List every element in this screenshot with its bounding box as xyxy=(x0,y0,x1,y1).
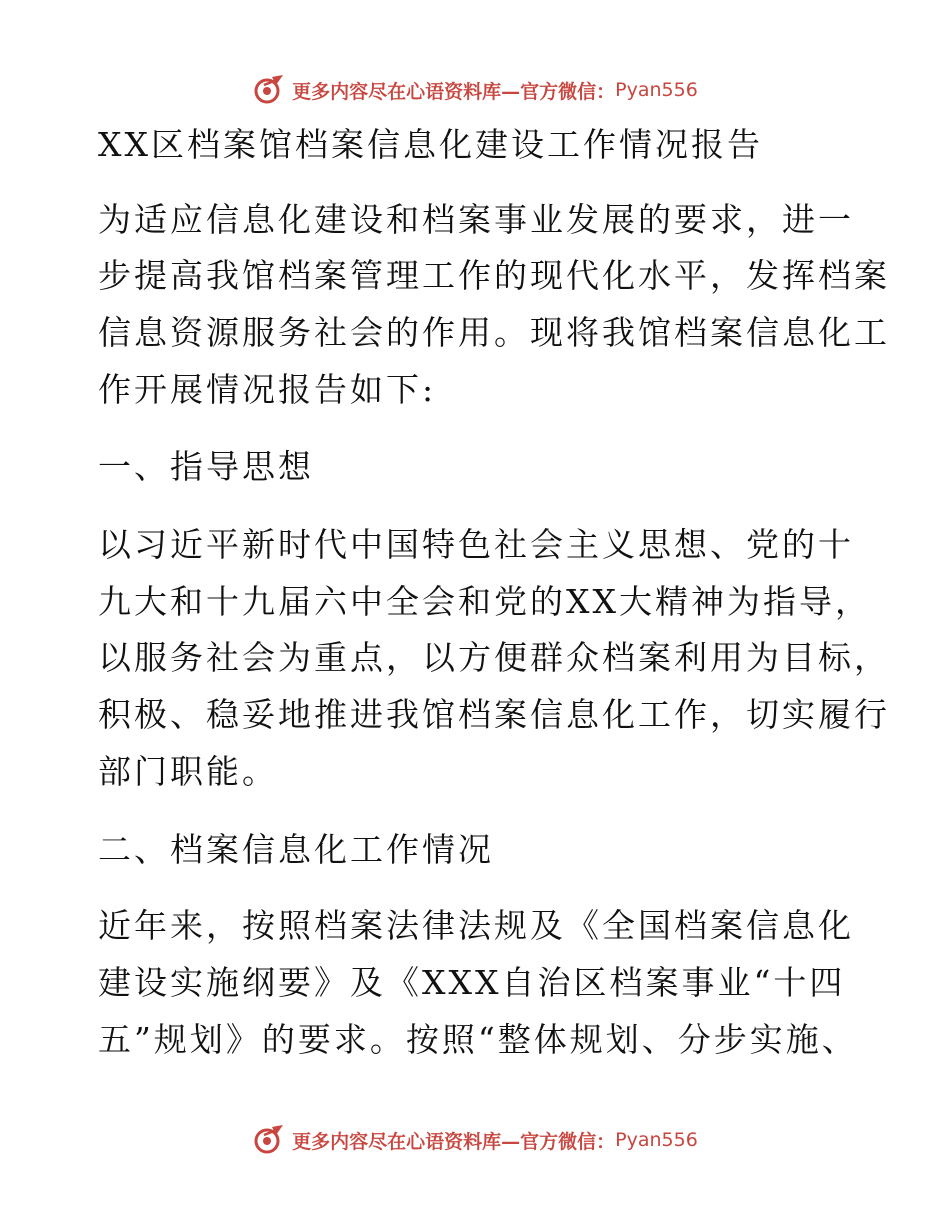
section-heading: 一、指导思想 xyxy=(98,447,314,486)
body-line: 部门职能。 xyxy=(98,752,278,791)
body-line: 以服务社会为重点，以方便群众档案利用为目标， xyxy=(98,638,890,677)
body-line: 信息资源服务社会的作用。现将我馆档案信息化工 xyxy=(98,313,890,352)
footer-watermark xyxy=(0,1120,950,1160)
brand-logo-icon xyxy=(252,1123,286,1157)
body-line: 步提高我馆档案管理工作的现代化水平，发挥档案 xyxy=(98,256,890,295)
body-line: 五”规划》的要求。按照“整体规划、分步实施、 xyxy=(98,1020,858,1059)
header-watermark xyxy=(0,70,950,110)
watermark-text: 更多内容尽在心语资料库—官方微信： xyxy=(292,1130,616,1153)
brand-logo-icon xyxy=(252,73,286,107)
watermark-wechat-id: Pyan556 xyxy=(615,1129,698,1151)
body-line: 以习近平新时代中国特色社会主义思想、党的十 xyxy=(98,525,854,564)
body-line: 近年来，按照档案法律法规及《全国档案信息化 xyxy=(98,906,854,945)
body-line: 九大和十九届六中全会和党的XX大精神为指导， xyxy=(98,582,871,621)
document-title: XX区档案馆档案信息化建设工作情况报告 xyxy=(98,125,763,164)
body-line: 建设实施纲要》及《XXX自治区档案事业“十四 xyxy=(98,963,846,1002)
watermark-text: 更多内容尽在心语资料库—官方微信： xyxy=(292,80,616,103)
body-line: 积极、稳妥地推进我馆档案信息化工作，切实履行 xyxy=(98,695,890,734)
body-line: 作开展情况报告如下: xyxy=(98,370,437,409)
section-heading: 二、档案信息化工作情况 xyxy=(98,830,494,869)
watermark-wechat-id: Pyan556 xyxy=(615,79,698,101)
body-line: 为适应信息化建设和档案事业发展的要求，进一 xyxy=(98,200,854,239)
